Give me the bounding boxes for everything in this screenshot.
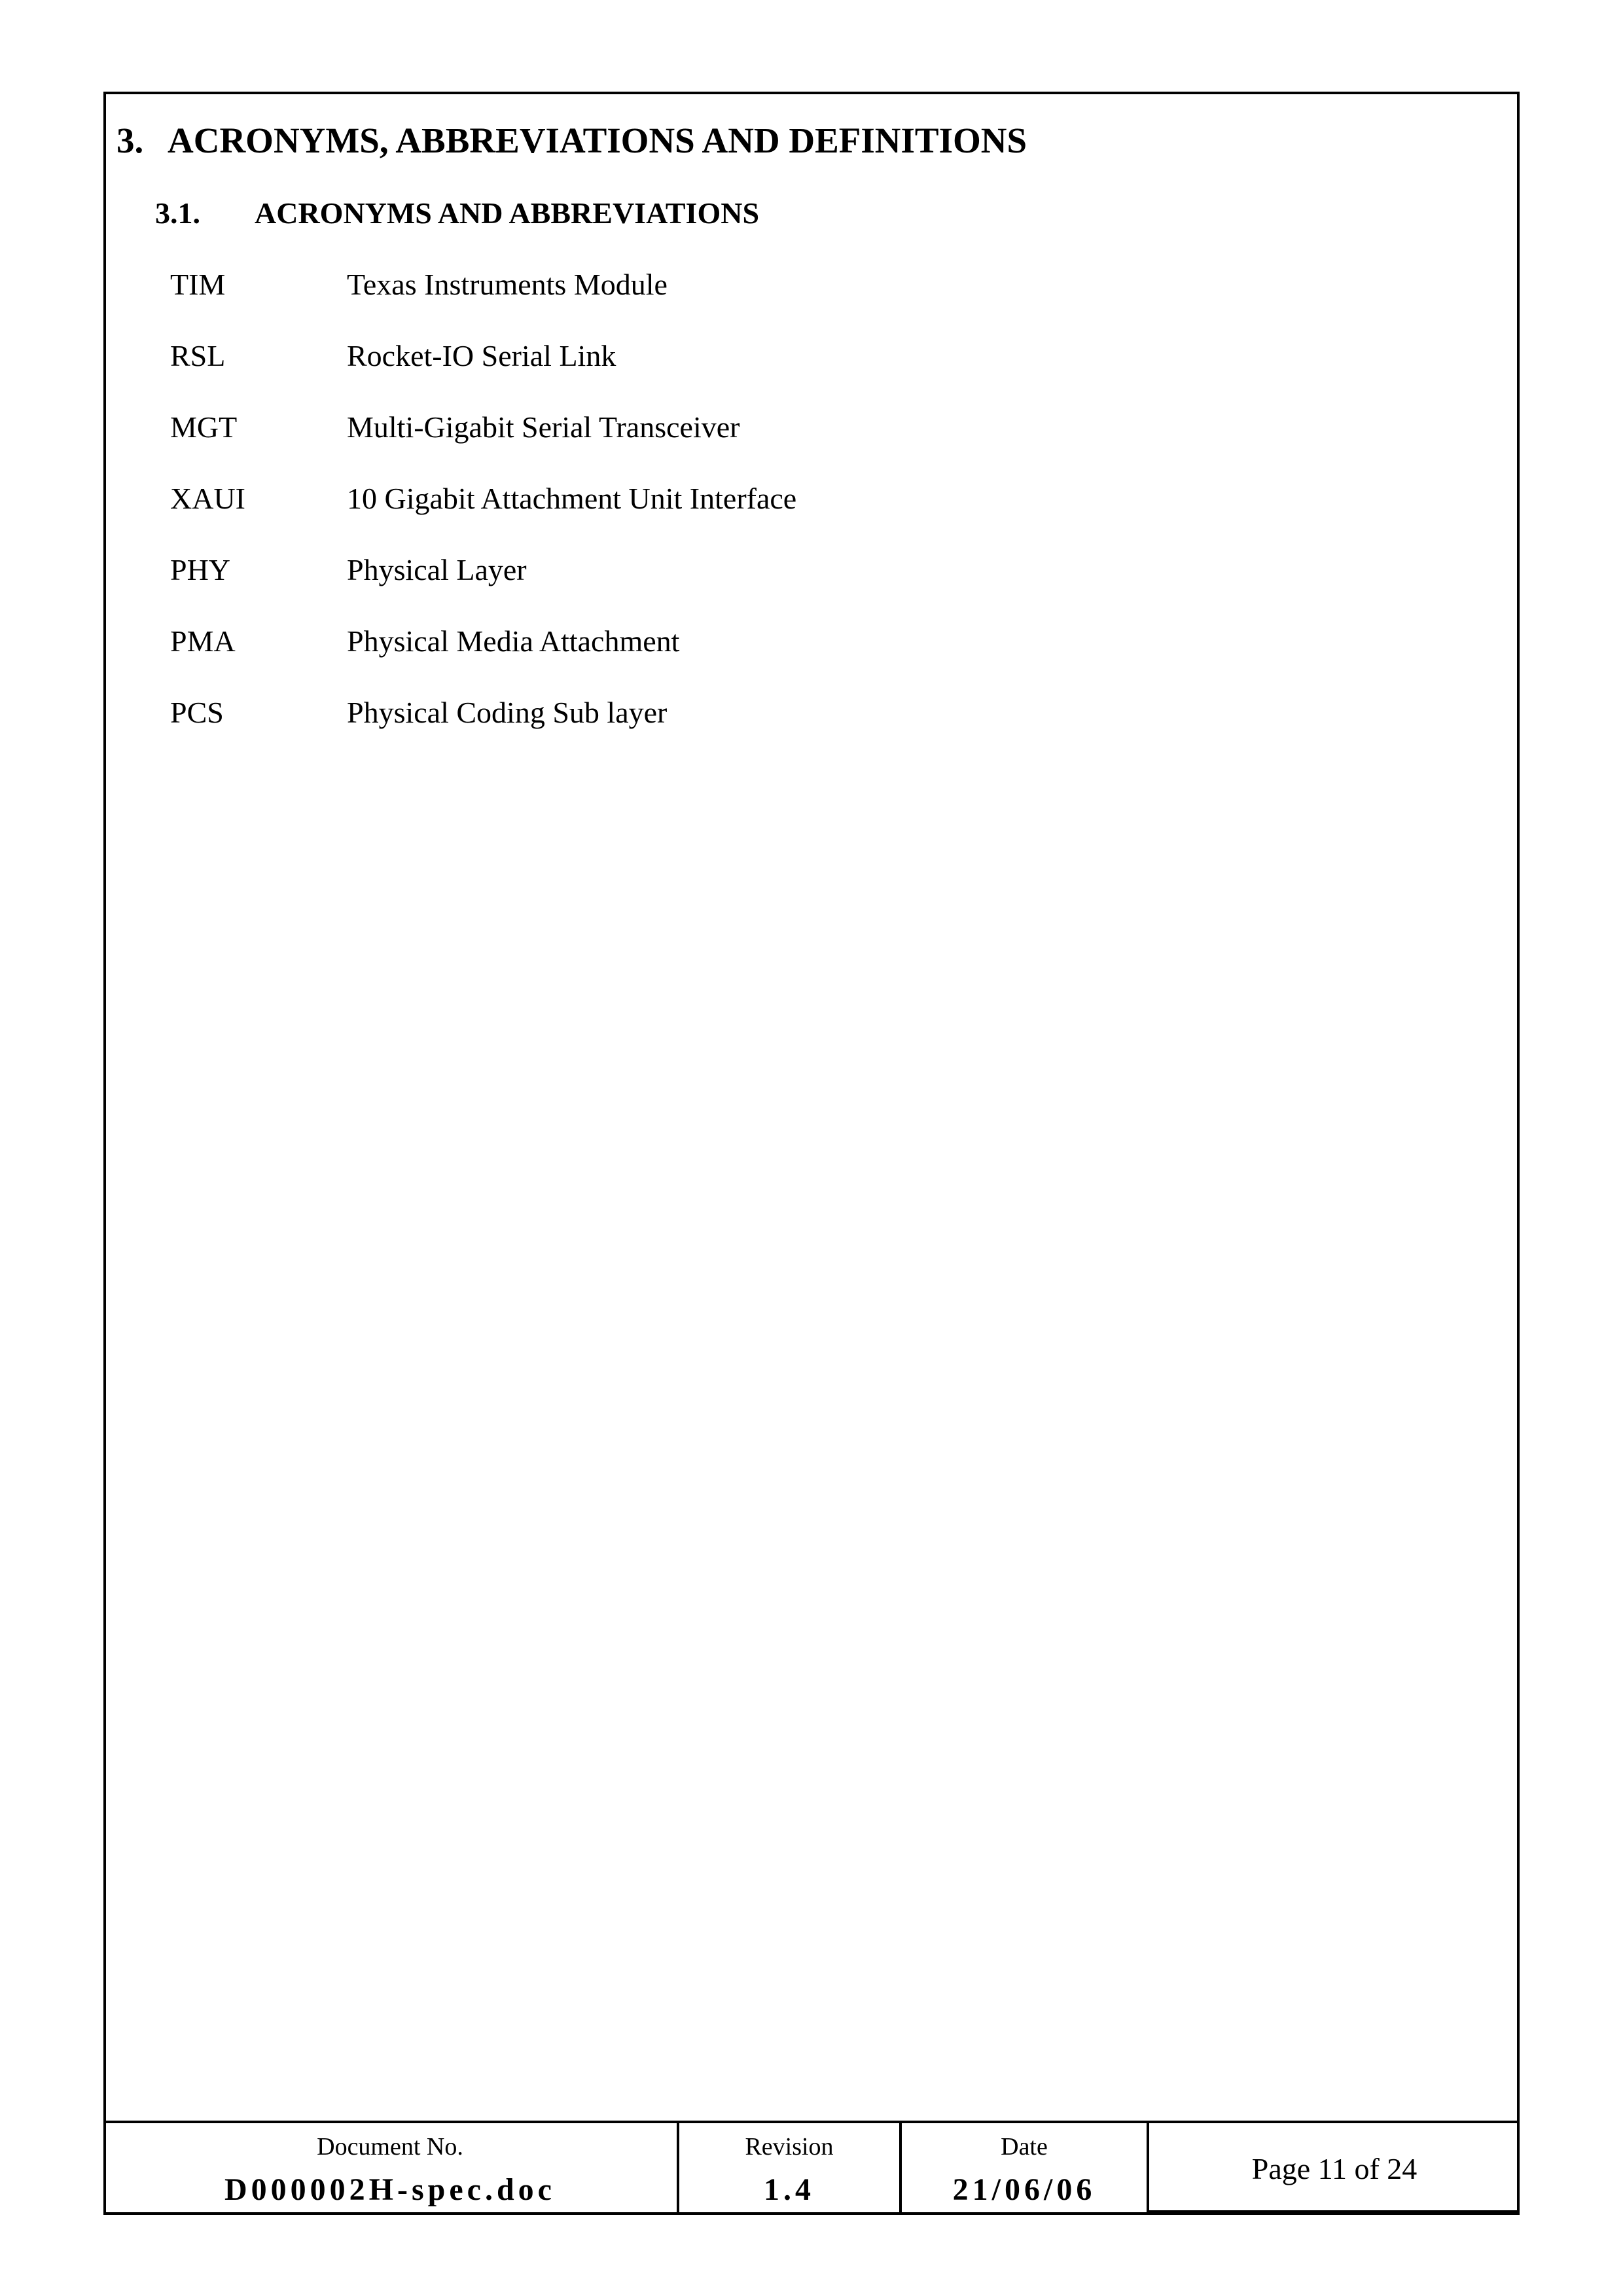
acronym-list [170,265,1348,764]
footer-document-cell [103,2123,679,2215]
acronym-item [170,622,1348,693]
acronym-abbr: PHY [170,553,231,586]
date-label: Date [1001,2133,1048,2161]
acronym-definition: Rocket-IO Serial Link [347,339,616,372]
acronym-abbr: TIM [170,268,226,301]
acronym-abbr: PCS [170,696,224,729]
subsection-title: ACRONYMS AND ABBREVIATIONS [255,196,760,230]
acronym-item [170,336,1348,408]
subsection-number: 3.1. [155,196,200,230]
acronym-definition: 10 Gigabit Attachment Unit Interface [347,482,797,515]
revision-number: 1.4 [764,2172,815,2207]
acronym-item [170,265,1348,336]
acronym-definition: Multi-Gigabit Serial Transceiver [347,410,740,444]
section-title: ACRONYMS, ABBREVIATIONS AND DEFINITIONS [168,120,1027,160]
document-label: Document No. [317,2133,463,2161]
acronym-item [170,550,1348,622]
section-number: 3. [116,120,144,160]
acronym-definition: Physical Layer [347,553,527,586]
acronym-definition: Physical Coding Sub layer [347,696,668,729]
acronym-definition: Physical Media Attachment [347,624,680,658]
acronym-abbr: MGT [170,410,238,444]
acronym-abbr: XAUI [170,482,245,515]
acronym-item [170,693,1348,764]
acronym-item [170,479,1348,550]
footer-date-cell [902,2123,1149,2215]
revision-label: Revision [745,2133,834,2161]
footer-table [103,2121,1520,2215]
acronym-abbr: RSL [170,339,226,372]
acronym-item [170,408,1348,479]
section-heading [116,118,1027,164]
acronym-definition: Texas Instruments Module [347,268,668,301]
document-number: D000002H-spec.doc [224,2172,556,2207]
subsection-heading [155,194,759,233]
footer-revision-cell [679,2123,902,2215]
footer-page-underline [1149,2210,1520,2213]
footer-page-cell [1149,2123,1520,2215]
acronym-abbr: PMA [170,624,236,658]
date-value: 21/06/06 [952,2172,1096,2207]
page-number: Page 11 of 24 [1251,2152,1418,2185]
